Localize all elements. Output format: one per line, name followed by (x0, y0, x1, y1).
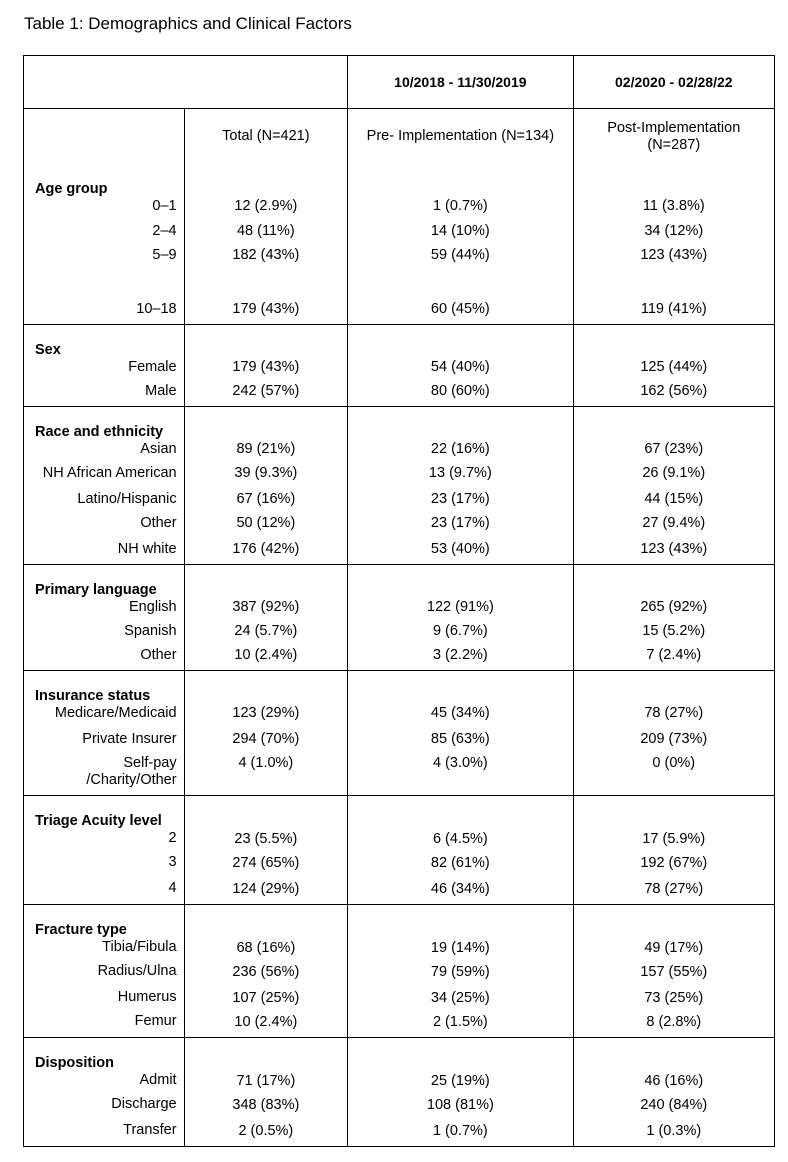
pre-value-cell (347, 796, 572, 904)
total-value: 348 (83%) (232, 1097, 300, 1113)
group-title: Primary language (35, 582, 157, 598)
post-value: 17 (5.9%) (642, 831, 706, 847)
pre-value: 2 (1.5%) (432, 1014, 488, 1030)
title-spacer (185, 688, 348, 705)
title-spacer (348, 342, 572, 359)
title-spacer (185, 181, 348, 198)
title-spacer (348, 688, 572, 705)
title-spacer (574, 1055, 774, 1073)
total-value: 68 (16%) (236, 940, 296, 956)
title-spacer (574, 424, 774, 441)
group-disposition (24, 1037, 774, 1146)
total-value: 236 (56%) (232, 964, 300, 980)
group-triage-acuity-level (24, 795, 774, 904)
group-label-cell (24, 905, 184, 1037)
title-spacer (574, 813, 774, 831)
total-value-cell (184, 905, 348, 1037)
total-value-cell (184, 325, 348, 406)
pre-value: 122 (91%) (426, 599, 494, 615)
row-label: 3 (168, 854, 177, 870)
pre-value: 54 (40%) (430, 359, 490, 375)
total-value: 10 (2.4%) (234, 647, 298, 663)
group-title: Fracture type (35, 922, 127, 938)
total-value-cell (184, 164, 348, 324)
pre-value: 1 (0.7%) (432, 198, 488, 214)
row-label: Asian (140, 441, 177, 457)
title-spacer (348, 582, 572, 599)
group-insurance-status (24, 670, 774, 795)
table-caption: Table 1: Demographics and Clinical Factors (24, 14, 352, 33)
post-value: 26 (9.1%) (642, 465, 706, 481)
post-value: 192 (67%) (640, 855, 708, 871)
post-value: 8 (2.8%) (646, 1014, 702, 1030)
row-label: Discharge (111, 1096, 177, 1112)
total-value: 10 (2.4%) (234, 1014, 298, 1030)
post-value: 157 (55%) (640, 964, 708, 980)
post-value: 162 (56%) (640, 383, 708, 399)
row-label: 4 (168, 880, 177, 896)
pre-column-header: Pre- Implementation (N=134) (347, 109, 572, 164)
total-value-cell (184, 671, 348, 795)
header-empty-cell (24, 56, 347, 108)
group-primary-language (24, 564, 774, 670)
total-value: 179 (43%) (232, 301, 300, 317)
total-value-cell (184, 1038, 348, 1146)
row-label: Female (128, 359, 177, 375)
total-value: 176 (42%) (232, 541, 300, 557)
pre-period-header: 10/2018 - 11/30/2019 (347, 56, 572, 108)
row-label: /Charity/Other (86, 772, 177, 788)
total-value: 387 (92%) (232, 599, 300, 615)
title-spacer (574, 688, 774, 705)
row-label: Humerus (117, 989, 177, 1005)
group-label-cell (24, 164, 184, 324)
post-value: 34 (12%) (644, 223, 704, 239)
pre-value: 45 (34%) (430, 705, 490, 721)
group-title: Triage Acuity level (35, 813, 162, 829)
title-spacer (185, 813, 348, 831)
pre-value-cell (347, 1038, 572, 1146)
row-label: Radius/Ulna (97, 963, 177, 979)
group-label-cell (24, 325, 184, 406)
row-label: Transfer (123, 1122, 177, 1138)
row-label: Tibia/Fibula (102, 939, 177, 955)
post-value: 73 (25%) (644, 990, 704, 1006)
row-label: Spanish (124, 623, 177, 639)
total-value: 294 (70%) (232, 731, 300, 747)
post-value: 27 (9.4%) (642, 515, 706, 531)
title-spacer (574, 342, 774, 359)
group-label-cell (24, 565, 184, 670)
total-value: 71 (17%) (236, 1073, 296, 1089)
pre-value: 1 (0.7%) (432, 1123, 488, 1139)
row-label: Other (140, 515, 177, 531)
pre-value-cell (347, 905, 572, 1037)
row-label: Medicare/Medicaid (54, 705, 177, 721)
total-value: 12 (2.9%) (234, 198, 298, 214)
post-value: 240 (84%) (640, 1097, 708, 1113)
total-value: 23 (5.5%) (234, 831, 298, 847)
title-spacer (574, 922, 774, 940)
row-label: 0–1 (152, 198, 177, 214)
post-period-header: 02/2020 - 02/28/22 (573, 56, 774, 108)
post-value: 1 (0.3%) (646, 1123, 702, 1139)
post-value: 209 (73%) (640, 731, 708, 747)
pre-value: 19 (14%) (430, 940, 490, 956)
post-value: 265 (92%) (640, 599, 708, 615)
title-spacer (348, 181, 572, 198)
row-label: 5–9 (152, 247, 177, 263)
title-spacer (185, 342, 348, 359)
pre-value: 25 (19%) (430, 1073, 490, 1089)
total-value: 107 (25%) (232, 990, 300, 1006)
row-label: Admit (139, 1072, 177, 1088)
post-column-header-line1: Post-Implementation (607, 119, 741, 136)
pre-value: 59 (44%) (430, 247, 490, 263)
post-value: 7 (2.4%) (646, 647, 702, 663)
pre-value: 108 (81%) (426, 1097, 494, 1113)
header-blank-cell (24, 109, 184, 164)
total-value-cell (184, 407, 348, 564)
total-value: 89 (21%) (236, 441, 296, 457)
total-value: 67 (16%) (236, 491, 296, 507)
title-spacer (348, 813, 572, 831)
group-title: Age group (35, 181, 108, 197)
post-value-cell (573, 164, 774, 324)
pre-value: 82 (61%) (430, 855, 490, 871)
group-age-group (24, 164, 774, 324)
post-value: 123 (43%) (640, 247, 708, 263)
group-label-cell (24, 1038, 184, 1146)
pre-value: 4 (3.0%) (432, 755, 488, 771)
pre-value-cell (347, 407, 572, 564)
pre-value: 23 (17%) (430, 515, 490, 531)
post-value-cell (573, 905, 774, 1037)
title-spacer (348, 424, 572, 441)
row-label: Femur (134, 1013, 177, 1029)
total-value: 50 (12%) (236, 515, 296, 531)
pre-value: 23 (17%) (430, 491, 490, 507)
post-column-header-line2: (N=287) (647, 136, 701, 153)
title-spacer (574, 181, 774, 198)
group-title: Insurance status (35, 688, 151, 704)
post-value-cell (573, 1038, 774, 1146)
post-value: 46 (16%) (644, 1073, 704, 1089)
row-label: Latino/Hispanic (77, 491, 177, 507)
title-spacer (185, 922, 348, 940)
title-spacer (574, 582, 774, 599)
column-header-row (24, 108, 774, 164)
row-label: 2 (168, 830, 177, 846)
title-spacer (348, 922, 572, 940)
row-label: Male (145, 383, 177, 399)
pre-value: 9 (6.7%) (432, 623, 488, 639)
total-value: 39 (9.3%) (234, 465, 298, 481)
group-title: Disposition (35, 1055, 114, 1071)
pre-value: 60 (45%) (430, 301, 490, 317)
group-title: Sex (35, 342, 61, 358)
pre-value-cell (347, 325, 572, 406)
title-spacer (185, 582, 348, 599)
post-value: 15 (5.2%) (642, 623, 706, 639)
post-value-cell (573, 325, 774, 406)
row-label: Self-pay (123, 755, 177, 771)
post-value-cell (573, 671, 774, 795)
pre-value: 34 (25%) (430, 990, 490, 1006)
post-value-cell (573, 407, 774, 564)
row-label: Other (140, 647, 177, 663)
post-value: 119 (41%) (640, 301, 707, 317)
pre-value: 80 (60%) (430, 383, 490, 399)
total-value: 2 (0.5%) (238, 1123, 294, 1139)
total-value: 4 (1.0%) (238, 755, 294, 771)
group-label-cell (24, 671, 184, 795)
total-value: 124 (29%) (232, 881, 300, 897)
row-label: NH white (117, 541, 177, 557)
period-header-row (24, 56, 774, 108)
post-value: 123 (43%) (640, 541, 708, 557)
total-value: 24 (5.7%) (234, 623, 298, 639)
total-value: 182 (43%) (232, 247, 300, 263)
post-value: 11 (3.8%) (642, 198, 705, 214)
pre-value-cell (347, 164, 572, 324)
total-value-cell (184, 565, 348, 670)
row-label: English (129, 599, 177, 615)
post-value-cell (573, 796, 774, 904)
total-column-header: Total (N=421) (184, 109, 348, 164)
total-value: 48 (11%) (236, 223, 295, 239)
row-label: 2–4 (152, 223, 177, 239)
total-value: 274 (65%) (232, 855, 300, 871)
pre-value: 46 (34%) (430, 881, 490, 897)
post-value: 78 (27%) (644, 705, 704, 721)
post-value: 125 (44%) (640, 359, 708, 375)
demographics-table (23, 55, 775, 1147)
title-spacer (185, 1055, 348, 1073)
post-value: 44 (15%) (644, 491, 704, 507)
post-value-cell (573, 565, 774, 670)
pre-value-cell (347, 565, 572, 670)
group-fracture-type (24, 904, 774, 1037)
pre-value: 22 (16%) (430, 441, 490, 457)
total-value-cell (184, 796, 348, 904)
row-label: 10–18 (136, 301, 177, 317)
total-value: 179 (43%) (232, 359, 300, 375)
post-column-header (573, 109, 774, 164)
title-spacer (185, 424, 348, 441)
title-spacer (348, 1055, 572, 1073)
post-value: 0 (0%) (652, 755, 696, 771)
pre-value: 14 (10%) (430, 223, 490, 239)
post-value: 49 (17%) (644, 940, 704, 956)
group-title: Race and ethnicity (35, 424, 164, 440)
group-race-and-ethnicity (24, 406, 774, 564)
pre-value: 6 (4.5%) (432, 831, 488, 847)
pre-value: 79 (59%) (430, 964, 490, 980)
row-label: NH African American (42, 465, 177, 481)
group-label-cell (24, 796, 184, 904)
total-value: 242 (57%) (232, 383, 300, 399)
row-label: Private Insurer (82, 731, 177, 747)
post-value: 78 (27%) (644, 881, 704, 897)
pre-value: 85 (63%) (430, 731, 490, 747)
group-sex (24, 324, 774, 406)
pre-value: 13 (9.7%) (428, 465, 492, 481)
total-value: 123 (29%) (232, 705, 300, 721)
pre-value: 3 (2.2%) (432, 647, 488, 663)
pre-value: 53 (40%) (430, 541, 490, 557)
group-label-cell (24, 407, 184, 564)
pre-value-cell (347, 671, 572, 795)
post-value: 67 (23%) (644, 441, 704, 457)
